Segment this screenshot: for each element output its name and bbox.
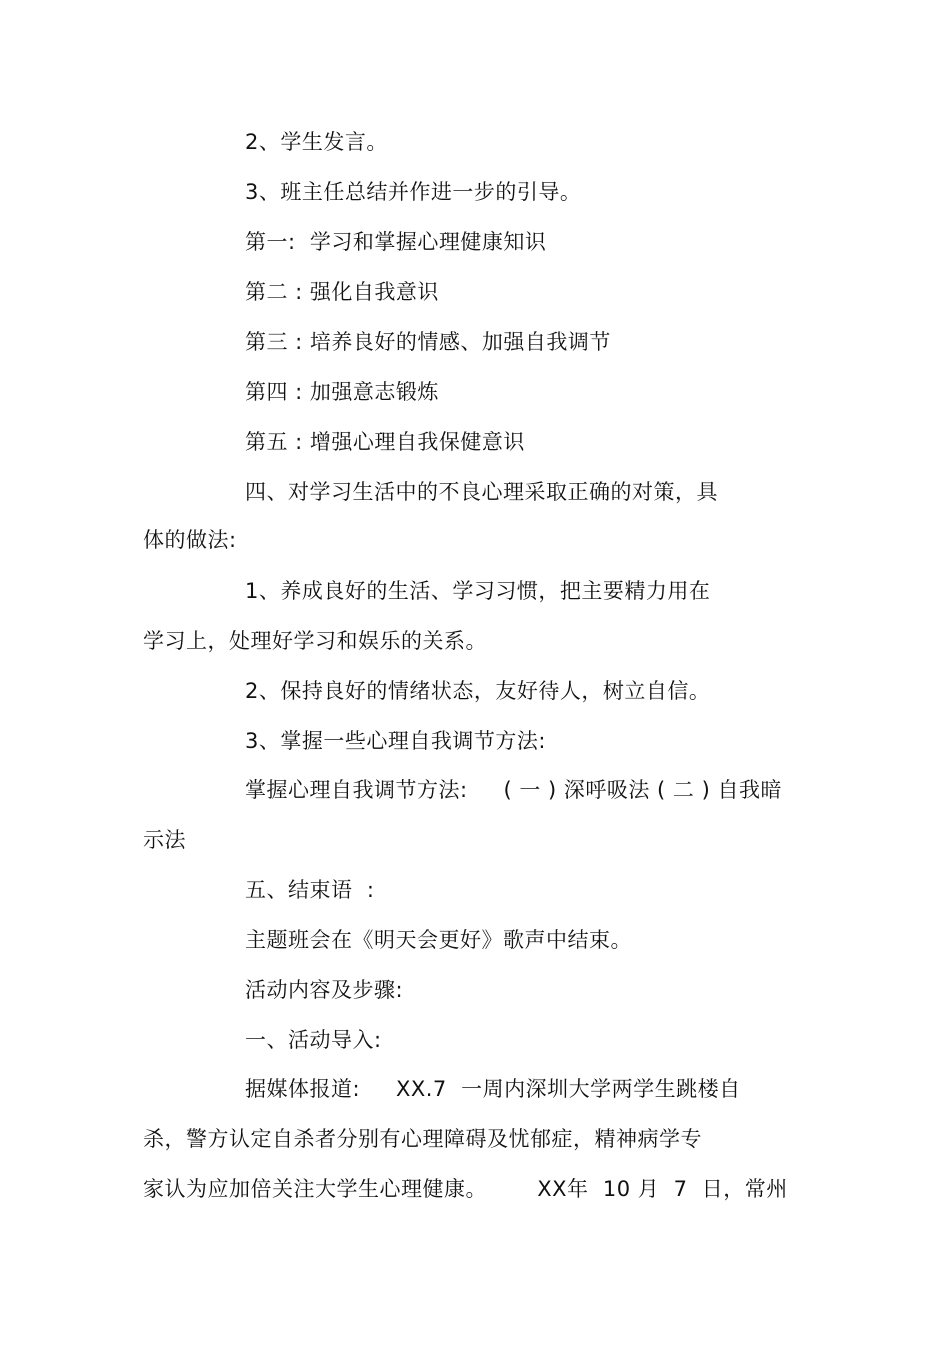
text-line: 3、班主任总结并作进一步的引导。 <box>245 180 582 204</box>
text-line: 第四 : 加强意志锻炼 <box>245 380 439 404</box>
text-line: 1、养成良好的生活、学习习惯，把主要精力用在 <box>245 579 711 603</box>
text-line: 第五 : 增强心理自我保健意识 <box>245 430 525 454</box>
text-line: 掌握心理自我调节方法: ( 一 ) 深呼吸法 ( 二 ) 自我暗 <box>245 778 782 802</box>
text-line: 第二 : 强化自我意识 <box>245 280 439 304</box>
text-line: 主题班会在《明天会更好》歌声中结束。 <box>245 928 632 952</box>
text-line: 2、保持良好的情绪状态，友好待人，树立自信。 <box>245 679 711 703</box>
text-line: 据媒体报道: XX.7 一周内深圳大学两学生跳楼自 <box>245 1077 741 1101</box>
text-line: 杀，警方认定自杀者分别有心理障碍及忧郁症，精神病学专 <box>143 1127 702 1151</box>
text-line: 一、活动导入: <box>245 1028 382 1052</box>
text-line: 3、掌握一些心理自我调节方法: <box>245 729 546 753</box>
text-line: 2、学生发言。 <box>245 130 388 154</box>
text-line: 示法 <box>143 828 186 852</box>
text-line: 学习上，处理好学习和娱乐的关系。 <box>143 629 487 653</box>
text-line: 四、对学习生活中的不良心理采取正确的对策，具 <box>245 480 718 504</box>
text-line: 活动内容及步骤: <box>245 978 404 1002</box>
text-line: 五、结束语 : <box>245 878 375 902</box>
text-line: 第三 : 培养良好的情感、加强自我调节 <box>245 330 611 354</box>
text-line: 体的做法: <box>143 528 237 552</box>
text-line: 家认为应加倍关注大学生心理健康。 XX年 10 月 7 日，常州 <box>143 1177 788 1201</box>
text-line: 第一: 学习和掌握心理健康知识 <box>245 230 547 254</box>
